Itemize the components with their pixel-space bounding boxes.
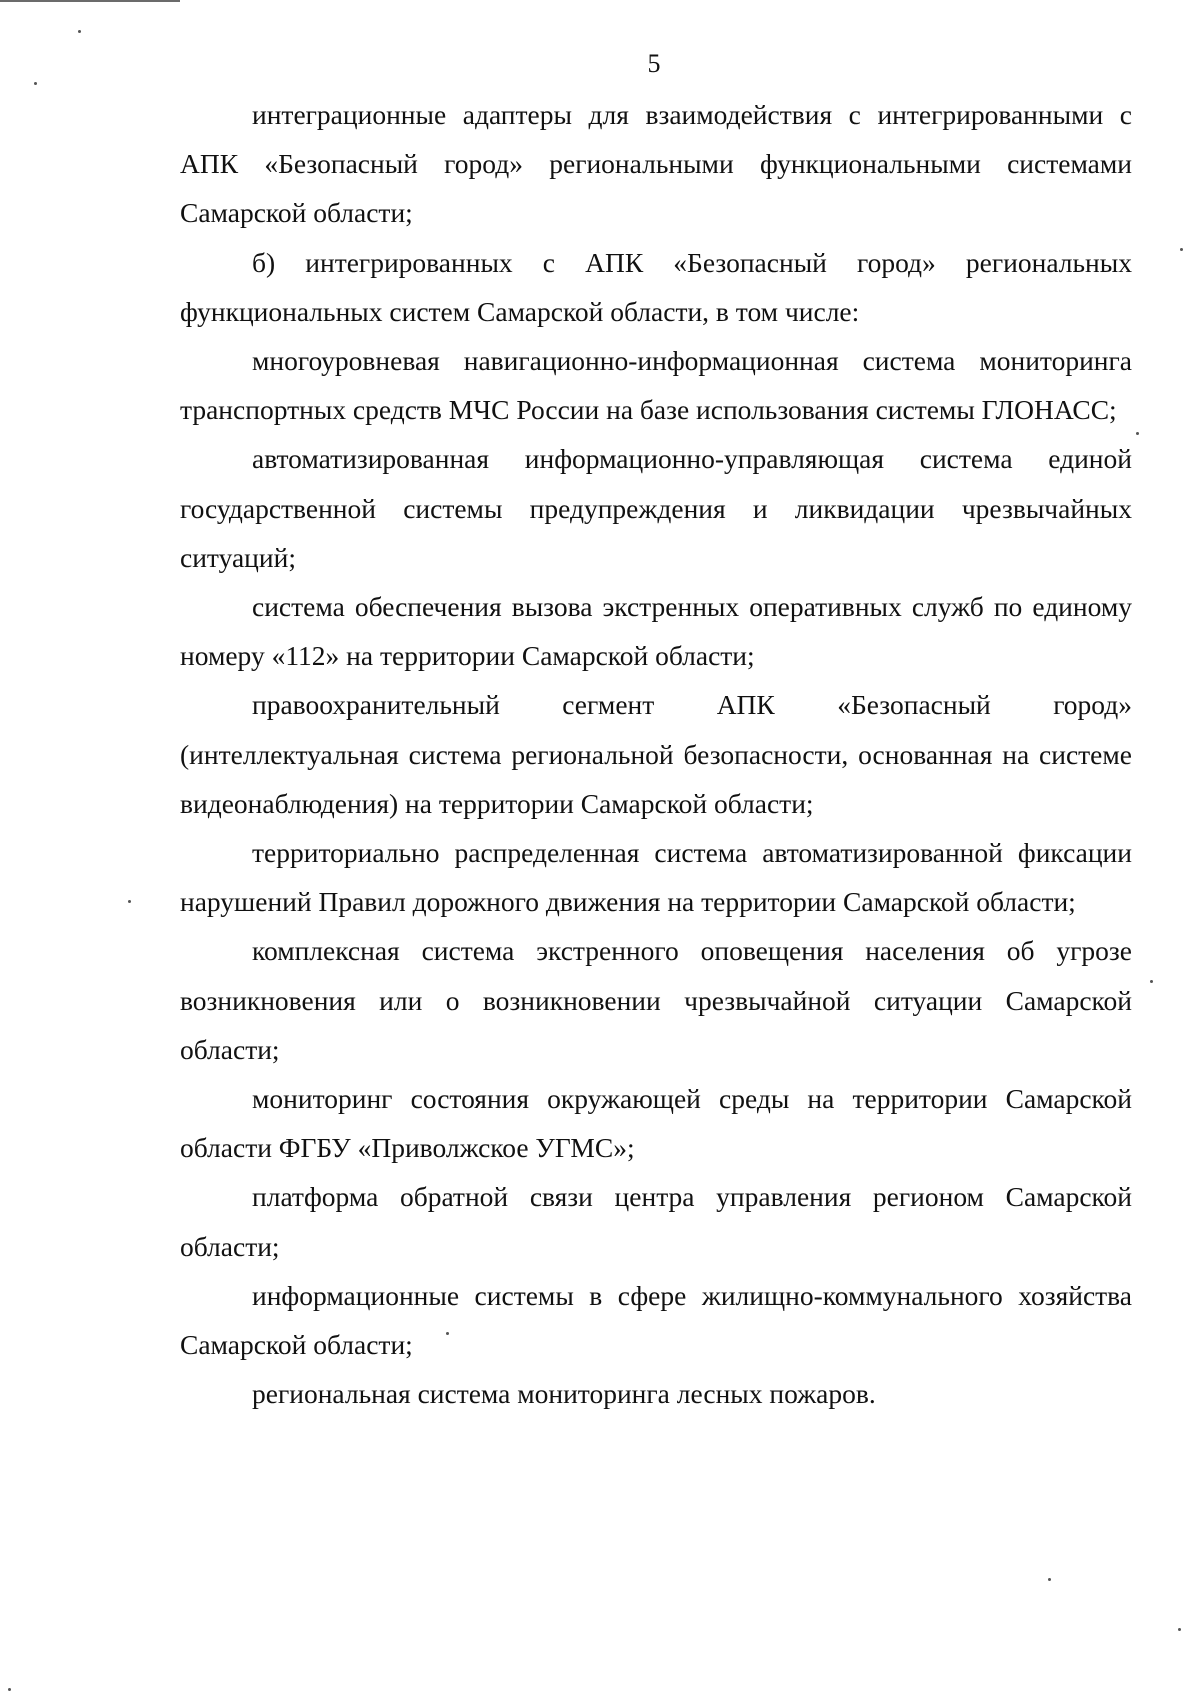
scan-speck — [1150, 980, 1153, 983]
scan-edge-line — [0, 0, 180, 2]
paragraph-emergency-notification: комплексная система экстренного оповещения населения об угрозе возникновения или о возникновении чрезвычайной ситуации Самарской области; — [180, 935, 1132, 1065]
paragraph-environment-monitoring: мониторинг состояния окружающей среды на территории Самарской области ФГБУ «Приволжское УГМС»; — [180, 1083, 1132, 1164]
paragraph-emergency-management-system: автоматизированная информационно-управляющая система единой государственной системы предупреждения и ликвидации чрезвычайных ситуаций; — [180, 443, 1132, 573]
paragraph-integrated-systems: б) интегрированных с АПК «Безопасный город» региональных функциональных систем Самарской области, в том числе: — [180, 246, 1132, 327]
scan-speck — [1048, 1578, 1051, 1581]
scan-speck — [8, 1688, 11, 1691]
scan-speck — [1178, 1628, 1181, 1631]
paragraph-housing-systems: информационные системы в сфере жилищно-коммунального хозяйства Самарской области; — [180, 1279, 1132, 1361]
scan-speck — [1180, 248, 1183, 251]
paragraph-glonass-monitoring: многоуровневая навигационно-информационная система мониторинга транспортных средств МЧС России на базе использования системы ГЛОНАСС; — [180, 345, 1132, 426]
paragraph-law-enforcement-segment: правоохранительный сегмент АПК «Безопасный город» (интеллектуальная система региональной безопасности, основанная на системе видеонаблюдения) на территории Самарской области; — [180, 689, 1132, 819]
paragraph-forest-fire-monitoring: региональная система мониторинга лесных пожаров. — [252, 1378, 876, 1410]
paragraph-feedback-platform: платформа обратной связи центра управления регионом Самарской области; — [180, 1181, 1132, 1262]
scan-speck — [446, 1332, 449, 1335]
paragraph-integration-adapters: интеграционные адаптеры для взаимодействия с интегрированными с АПК «Безопасный город» региональными функциональными системами Самарской области; — [180, 99, 1132, 229]
page-number: 5 — [647, 49, 661, 78]
scan-speck — [34, 82, 37, 85]
scan-speck — [78, 30, 81, 33]
paragraph-112-system: система обеспечения вызова экстренных оперативных служб по единому номеру «112» на территории Самарской области; — [180, 591, 1132, 672]
document-body — [180, 90, 1132, 1418]
scan-speck — [128, 900, 131, 903]
paragraph-traffic-violations-system: территориально распределенная система автоматизированной фиксации нарушений Правил дорожного движения на территории Самарской области; — [180, 837, 1132, 918]
scan-speck — [1136, 432, 1139, 435]
